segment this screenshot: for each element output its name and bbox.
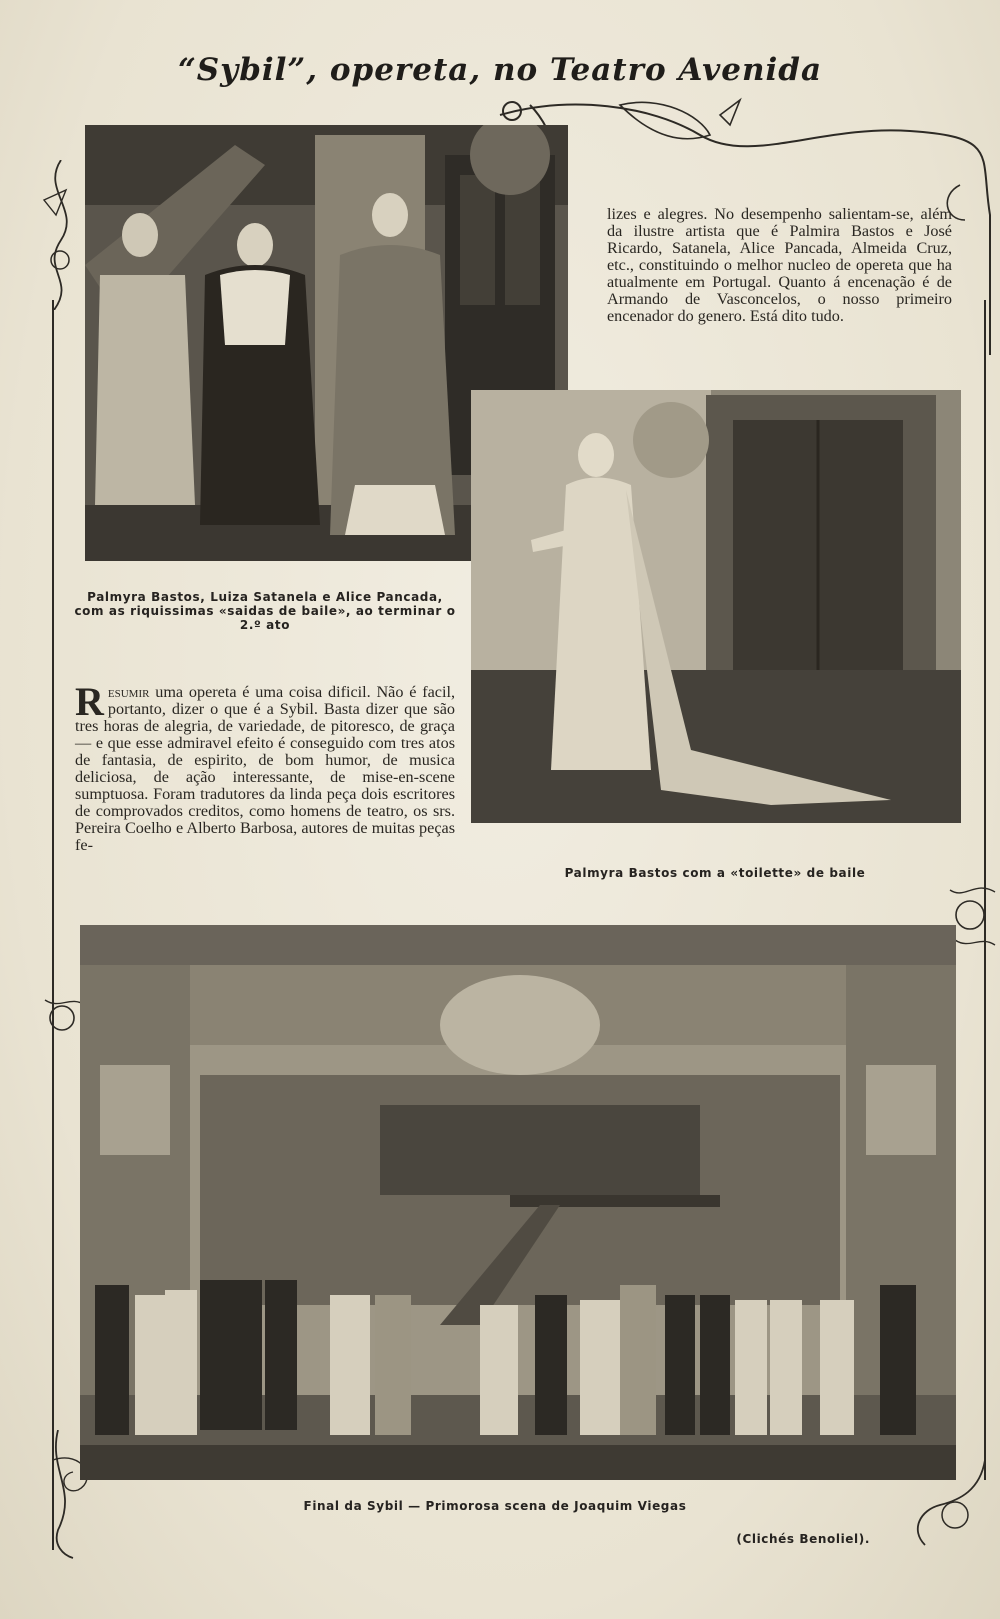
left-ornament-top <box>36 160 86 310</box>
caption-photo-stage-finale: Final da Sybil — Primorosa scena de Joaquim Viegas <box>303 1499 687 1513</box>
caption-photo-palmyra-bastos: Palmyra Bastos com a «toilette» de baile <box>564 866 866 880</box>
photo-stage-finale <box>80 925 956 1480</box>
left-frame-line <box>52 300 54 1550</box>
photo-credit: (Clichés Benoliel). <box>736 1532 870 1546</box>
article-lead-word: esumir <box>107 683 150 701</box>
article-text-column-2: lizes e alegres. No desempenho salientam-se, além da ilustre artista que é Palmira Bastos e José Ricardo, Satanela, Alice Pancada, Almeida Cruz, etc., constituindo o melhor nucleo de opereta que ha atualmente em Portugal. Quanto á encenação é de Armando de Vasconcelos, o nosso primeiro encenador do genero. Está dito tudo. <box>607 205 952 325</box>
article-text-column-1 <box>75 679 455 854</box>
photo-palmyra-bastos <box>471 390 961 823</box>
page-title: “Sybil”, opereta, no Teatro Avenida <box>177 52 823 88</box>
article-body: uma opereta é uma coisa dificil. Não é facil, portanto, dizer o que é a Sybil. Basta dizer que são tres horas de alegria, de variedade, de pitoresco, de graça — e que esse admiravel efeito é conseguido com tres atos de fantasia, de espirito, de bom humor, de musica deliciosa, de ação interessante, de mise-en-scene sumptuosa. Foram tradutores da linda peça dois escritores de comprovados creditos, como homens de teatro, os srs. Pereira Coelho e Alberto Barbosa, autores de muitas peças fe- <box>75 683 455 854</box>
caption-photo-three-actresses: Palmyra Bastos, Luiza Satanela e Alice Pancada, com as riquissimas «saidas de baile», ao terminar o 2.º ato <box>74 590 456 632</box>
article-drop-cap: R <box>75 679 104 724</box>
